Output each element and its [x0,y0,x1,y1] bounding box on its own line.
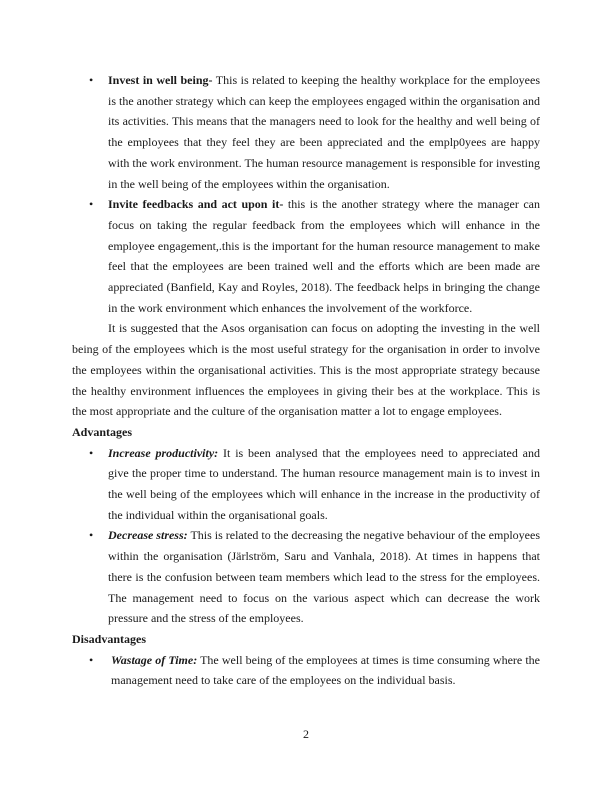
item-text: The well being of the employees at times is time consuming where the management need to take care of the employees on the individual basis. [111,652,540,688]
item-text: This is related to the decreasing the negative behaviour of the employees within the organisation (Järlström, Saru and Vanhala, 2018). At times in happens that there is the confusion between team members which lead to the stress for the employees. The management need to focus on the various aspect which can decrease the work pressure and the stress of the employees. [108,528,540,626]
strategy-list [72,70,540,318]
body-paragraph: It is suggested that the Asos organisation can focus on adopting the investing in the well being of the employees which is the most useful strategy for the organisation in order to involve the employees within the organisational activities. This is the most appropriate strategy because the healthy environment influences the employees in giving their bes at the workplace. This is the most appropriate and the culture of the organisation matter a lot to engage employees. [72,321,540,419]
item-text: It is been analysed that the employees need to appreciated and give the proper time to understand. The human resource management main is to invest in the well being of the employees which will enhance in the increase in the productivity of the individual within the organisational goals. [108,445,540,522]
disadvantages-heading: Disadvantages [72,631,147,646]
bullet-icon: • [89,445,94,460]
item-title: Increase productivity: [108,445,219,460]
list-item [72,70,540,194]
disadvantages-list [72,650,540,691]
item-title: Invest in well being- [108,73,213,87]
item-text: This is related to keeping the healthy workplace for the employees is the another strategy which can keep the employees engaged within the organisation and its activities. This means that the managers need to look for the healthy and well being of the employees that they feel they are been appreciated and the emplp0yees are happy with the work environment. The human resource management is responsible for investing in the well being of the employees within the organisation. [108,73,540,191]
page-number: 2 [303,727,309,741]
item-text: this is the another strategy where the manager can focus on taking the regular feedback from the employees which will enhance in the employee engagement,.this is the important for the human resource management to make feel that the employees are been trained well and the efforts which are been made are appreciated (Banfield, Kay and Royles, 2018). The feedback helps in bringing the change in the work environment which enhances the involvement of the workforce. [108,197,541,315]
bullet-icon: • [89,652,94,667]
bullet-icon: • [89,73,94,87]
list-item [72,443,540,526]
list-item [72,650,540,691]
item-title: Wastage of Time: [111,652,198,667]
advantages-list [72,443,540,629]
bullet-icon: • [89,197,94,212]
item-title: Decrease stress: [108,528,188,543]
list-item [72,525,540,629]
document-body [72,70,540,691]
item-title: Invite feedbacks and act upon it- [108,197,284,212]
bullet-icon: • [89,528,94,543]
list-item [72,194,540,318]
advantages-heading: Advantages [72,424,133,439]
